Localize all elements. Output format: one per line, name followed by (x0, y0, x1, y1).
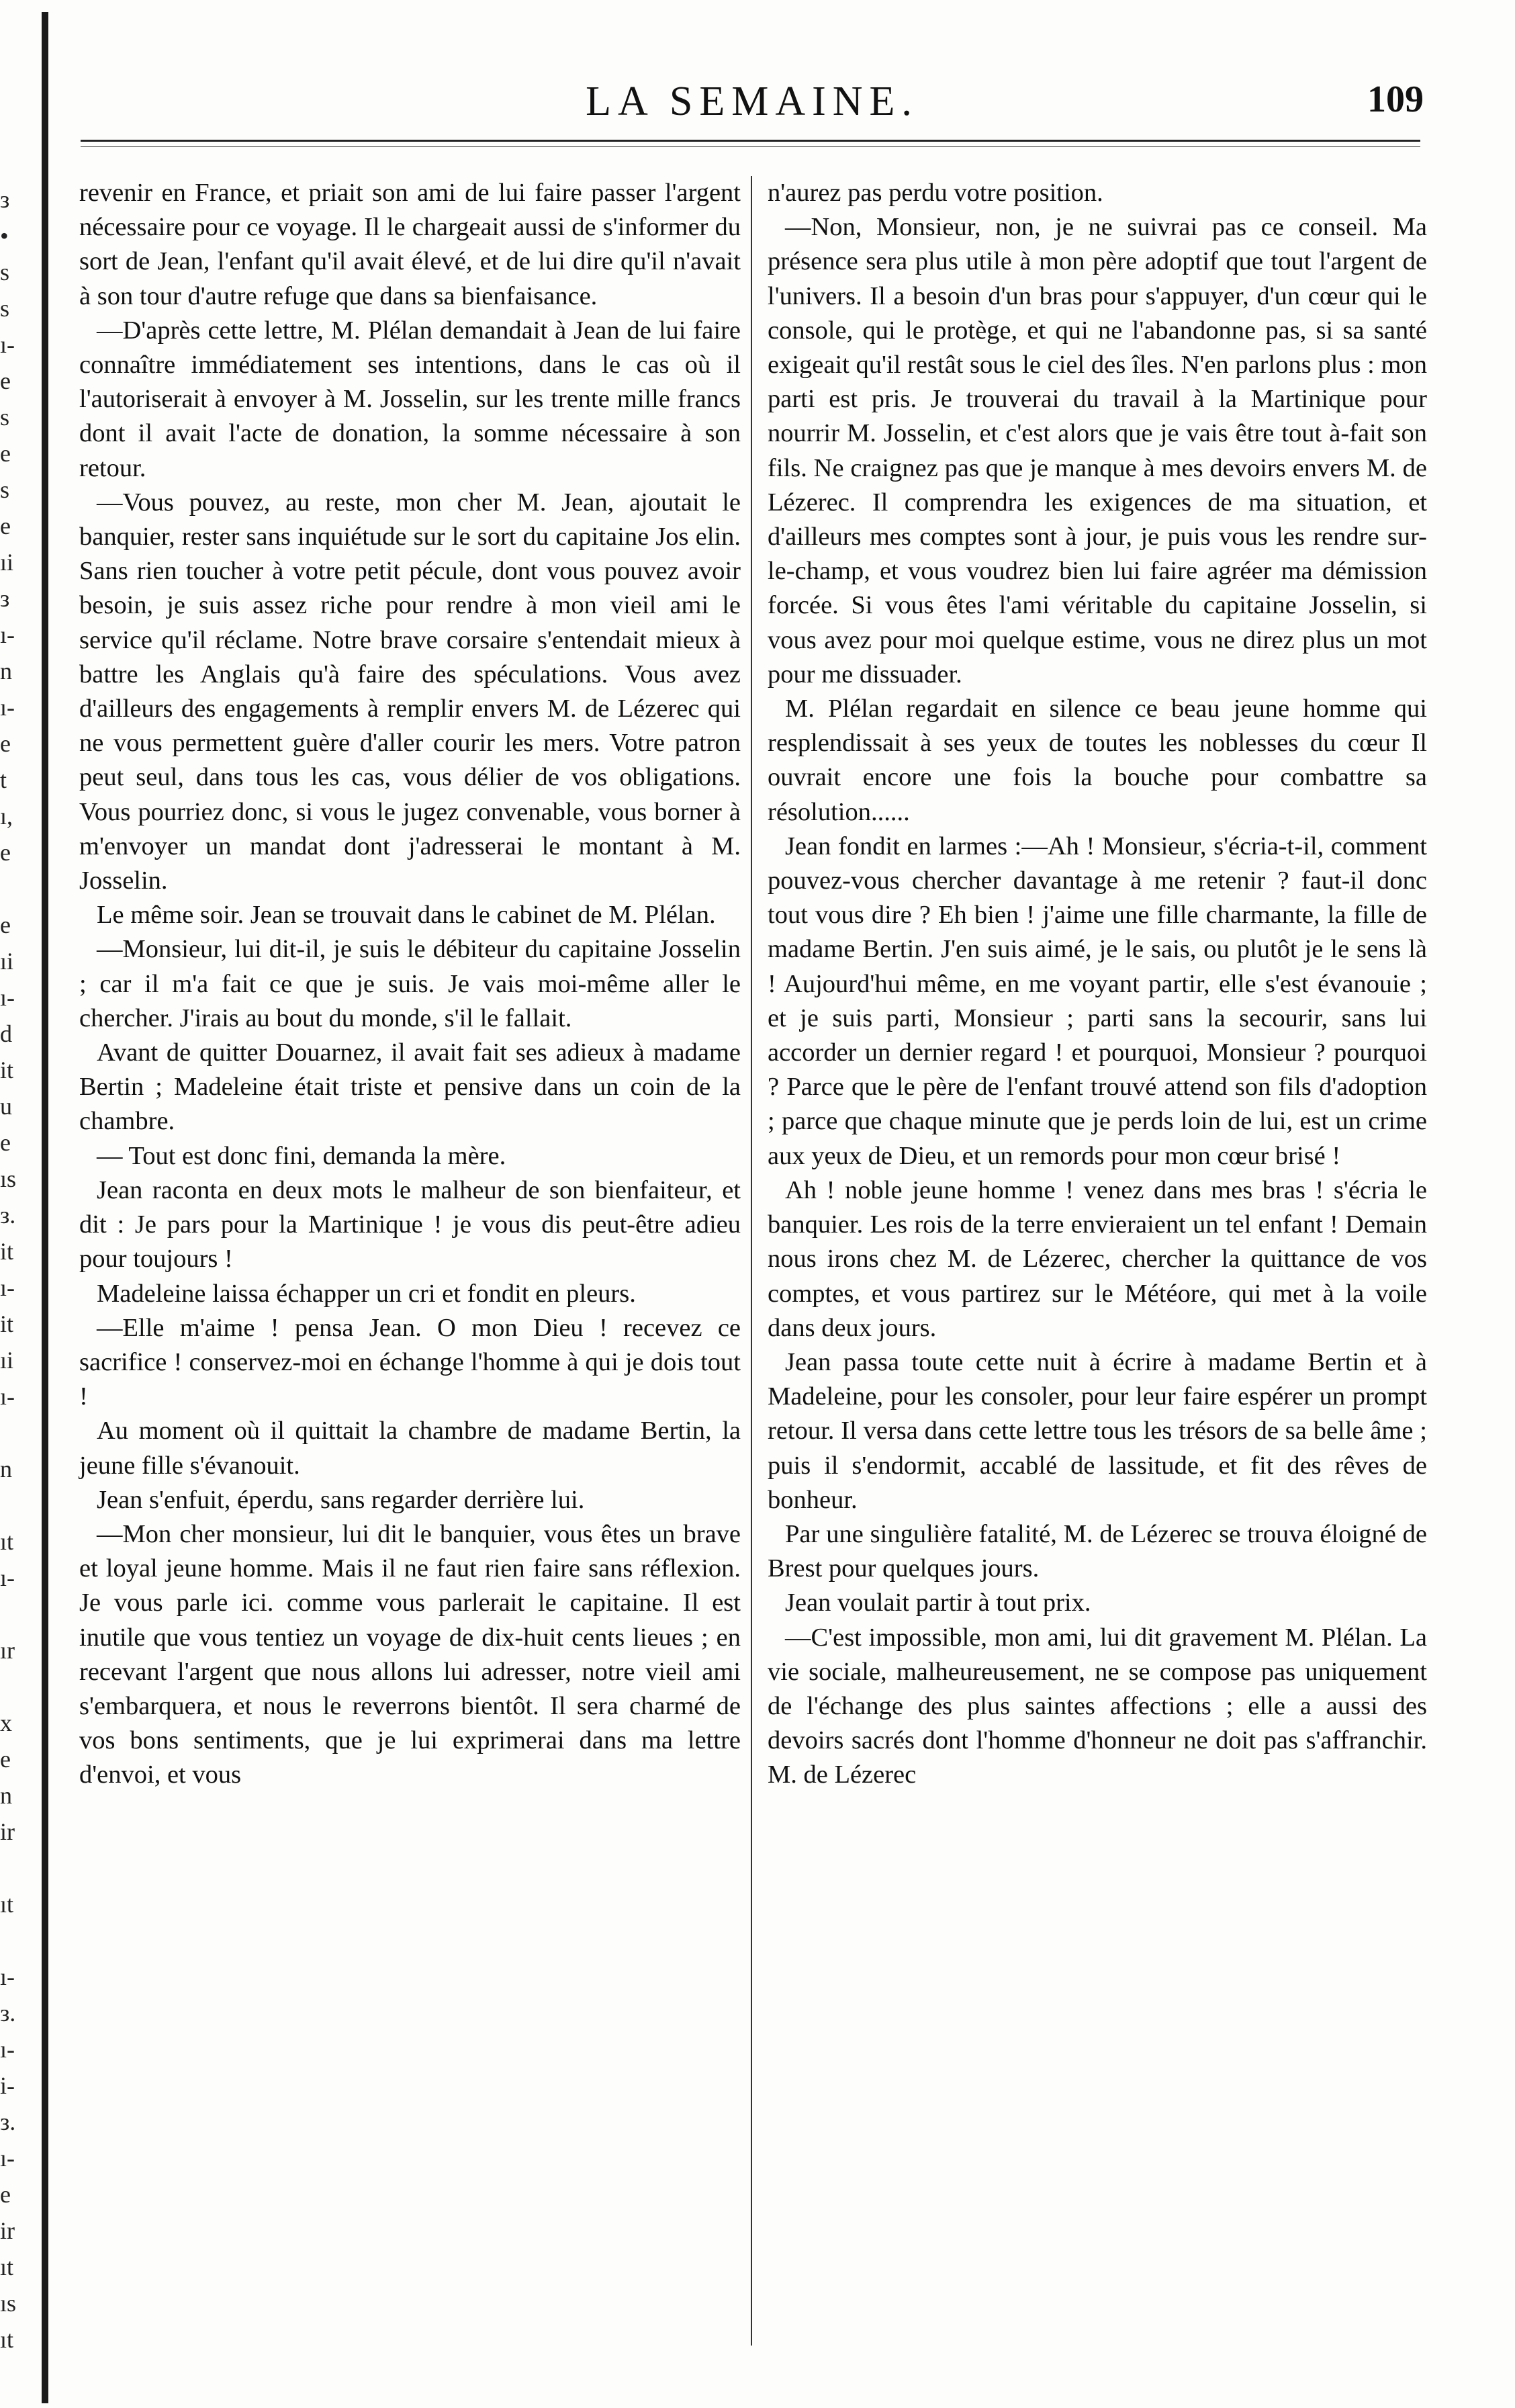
bleed-glyph: e (0, 911, 11, 938)
bleed-glyph: ı, (0, 803, 13, 830)
bleed-glyph (0, 1668, 27, 1705)
right-column (768, 176, 1427, 1793)
bleed-glyph: з. (0, 2108, 16, 2135)
bleed-glyph: s (0, 259, 10, 285)
bleed-glyph: it (0, 1057, 14, 1083)
paragraph: —Mon cher monsieur, lui dit le banquier, vous êtes un brave et loyal jeune homme. Mais il ne faut rien faire sans réflexion. Je vous parle ici. comme vous parlerait le capitaine. Il est inutile que vous tentiez un voyage de dix-huit cents lieues ; en recevant l'argent que nous allons lui adresser, notre vieil ami s'embarquera, et nous le reverrons bientôt. Il sera charmé de vos bons sentiments, que je lui exprimerai dans ma lettre d'envoi, et vous (79, 1519, 741, 1789)
bleed-glyph: ır (0, 1637, 15, 1664)
bleed-glyph: з (0, 585, 10, 612)
bleed-glyph: d (0, 1020, 12, 1047)
paragraph: Jean raconta en deux mots le malheur de son bienfaiteur, et dit : Je pars pour la Martinique ! je vous dis peut-être adieu pour toujours ! (79, 1175, 741, 1274)
bleed-glyph: ıi (0, 948, 14, 975)
bleed-glyph: n (0, 1456, 12, 1482)
bleed-glyph: ıi (0, 549, 14, 576)
bleed-glyph (0, 1922, 27, 1959)
paragraph: Ah ! noble jeune homme ! venez dans mes bras ! s'écria le banquier. Les rois de la terre envieraient un tel enfant ! Demain nous irons chez M. de Lézerec, chercher la quittance de vos comptes, et vous partirez sur le Météore, qui met à la voile dans deux jours. (768, 1175, 1427, 1342)
bleed-glyph: ı- (0, 1564, 15, 1591)
bleed-glyph: it (0, 1310, 14, 1337)
bleed-glyph: ıt (0, 2254, 14, 2280)
bleed-glyph: e (0, 2181, 11, 2208)
paragraph: —Vous pouvez, au reste, mon cher M. Jean, ajoutait le banquier, rester sans inquiétude sur le sort du capitaine Jos elin. Sans rien toucher à votre petit pécule, dont vous pouvez avoir besoin, je suis assez riche pour rendre à mon vieil ami le service qu'il réclame. Notre brave corsaire s'entendait mieux à battre les Anglais qu'à faire des spéculations. Vous avez d'ailleurs des engagements à remplir envers M. de Lézerec qui ne vous permettent guère d'aller courir les mers. Votre patron peut seul, dans tous les cas, vous délier de vos obligations. Vous pourriez donc, si vous le jugez convenable, vous borner à m'envoyer un mandat dont j'adresserai le montant à M. Josselin. (79, 488, 741, 895)
paragraph: Madeleine laissa échapper un cri et fondit en pleurs. (97, 1279, 636, 1308)
bleed-glyph: з (0, 186, 10, 213)
paragraph: —D'après cette lettre, M. Plélan demandait à Jean de lui faire connaître immédiatement ses intentions, dans le cas où il l'autoriserait à envoyer à M. Josselin, sur les trente mille francs dont il avait l'acte de donation, la somme nécessaire à son retour. (79, 316, 741, 482)
bleed-glyph: e (0, 440, 11, 467)
bleed-glyph: e (0, 1129, 11, 1156)
margin-bleed-through (0, 181, 27, 2353)
bleed-glyph: ıt (0, 2326, 14, 2353)
bleed-glyph: s (0, 476, 10, 503)
paragraph: Avant de quitter Douarnez, il avait fait ses adieux à madame Bertin ; Madeleine était triste et pensive dans un coin de la chambre. (79, 1038, 741, 1136)
paragraph: M. Plélan regardait en silence ce beau jeune homme qui resplendissait à ses yeux de toutes les noblesses du cœur Il ouvrait encore une fois la bouche pour combattre sa résolution...... (768, 695, 1427, 826)
paragraph: Par une singulière fatalité, M. de Lézerec se trouva éloigné de Brest pour quelques jours. (768, 1519, 1427, 1583)
left-column (79, 176, 741, 1793)
journal-title: LA SEMAINE. (586, 79, 919, 124)
bleed-glyph: s (0, 295, 10, 322)
paragraph: revenir en France, et priait son ami de lui faire passer l'argent nécessaire pour ce voyage. Il le chargeait aussi de s'informer du sort de Jean, l'enfant qu'il avait élevé, et de lui dire qu'il n'avait à son tour d'autre refuge que dans sa bienfaisance. (79, 179, 741, 310)
binding-edge (42, 12, 48, 2403)
bleed-glyph: з. (0, 1202, 16, 1229)
header-rule-thin (81, 146, 1420, 147)
bleed-glyph: u (0, 1093, 12, 1120)
bleed-glyph: ı- (0, 621, 15, 648)
bleed-glyph: ıt (0, 1528, 14, 1555)
paragraph: —Monsieur, lui dit-il, je suis le débiteur du capitaine Josselin ; car il m'a fait ce que je suis. Je vais moi-même aller le chercher. J'irais au bout du monde, s'il le fallait. (79, 935, 741, 1032)
paragraph: Jean passa toute cette nuit à écrire à madame Bertin et à Madeleine, pour les consoler, pour leur faire espérer un prompt retour. Il versa dans cette lettre tous les trésors de sa belle âme ; puis il s'endormit, accablé de lassitude, et fit des rêves de bonheur. (768, 1347, 1427, 1514)
page-number: 109 (1367, 79, 1424, 120)
paragraph: Jean s'enfuit, éperdu, sans regarder derrière lui. (97, 1485, 585, 1514)
bleed-glyph: n (0, 658, 12, 684)
header-rule-thick (81, 140, 1420, 142)
bleed-glyph: e (0, 730, 11, 757)
bleed-glyph: ı- (0, 1383, 15, 1410)
paragraph: — Tout est donc fini, demanda la mère. (97, 1141, 506, 1170)
bleed-glyph: з. (0, 2000, 16, 2026)
bleed-glyph: n (0, 1782, 12, 1809)
paragraph: —C'est impossible, mon ami, lui dit gravement M. Plélan. La vie sociale, malheureusement, ne se compose pas uniquement de l'échange des plus saintes affections ; elle a aussi des devoirs sacrés dont l'homme d'honneur ne doit pas s'affranchir. M. de Lézerec (768, 1623, 1427, 1789)
bleed-glyph: s (0, 404, 10, 431)
bleed-glyph: ir (0, 1818, 15, 1845)
bleed-glyph: e (0, 839, 11, 866)
bleed-glyph: ı- (0, 1274, 15, 1301)
bleed-glyph (0, 871, 27, 907)
bleed-glyph: ıt (0, 1891, 14, 1918)
bleed-glyph: i- (0, 2072, 15, 2099)
bleed-glyph: ı- (0, 2036, 15, 2063)
paragraph: —Elle m'aime ! pensa Jean. O mon Dieu ! recevez ce sacrifice ! conservez-moi en échange l'homme à qui je dois tout ! (79, 1313, 741, 1411)
column-separator (751, 176, 752, 2346)
bleed-glyph (0, 1596, 27, 1632)
bleed-glyph: it (0, 1238, 14, 1265)
running-header (81, 74, 1424, 134)
bleed-glyph: ı- (0, 984, 15, 1011)
paragraph: —Non, Monsieur, non, je ne suivrai pas ce conseil. Ma présence sera plus utile à mon père adoptif que tout l'argent de l'univers. Il a besoin d'un bras pour s'appuyer, d'un cœur qui le console, qui le protège, et qui ne l'abandonne pas, si sa santé exigeait qu'il restât sous le ciel des îles. N'en parlons plus : mon parti est pris. Je trouverai du travail à la Martinique pour nourrir M. Josselin, et c'est alors que je vais être tout à-fait son fils. Ne craignez pas que je manque à mes devoirs envers M. de Lézerec. Il comprendra les exigences de ma situation, et d'ailleurs mes comptes sont à jour, je puis vous les rendre sur-le-champ, et vous voudrez bien lui faire agréer ma démission forcée. Si vous êtes l'ami véritable du capitaine Josselin, si vous avez pour moi quelque estime, vous ne direz plus un mot pour me dissuader. (768, 213, 1427, 688)
paragraph: Jean voulait partir à tout prix. (785, 1589, 1091, 1617)
bleed-glyph (0, 1415, 27, 1451)
bleed-glyph: ı- (0, 694, 15, 721)
bleed-glyph: ıi (0, 1347, 14, 1374)
bleed-glyph: ıs (0, 1165, 17, 1192)
bleed-glyph: ı- (0, 1963, 15, 1990)
paragraph: Jean fondit en larmes :—Ah ! Monsieur, s'écria-t-il, comment pouvez-vous chercher davantage à me retenir ? faut-il donc tout vous dire ? Eh bien ! j'aime une fille charmante, la fille de madame Bertin. J'en suis aimé, je le sais, ou plutôt je le sens là ! Aujourd'hui même, en me voyant partir, elle s'est évanouie ; et je suis parti, Monsieur ; parti sans la secourir, sans lui accorder un dernier regard ! et pourquoi, Monsieur ? pourquoi ? Parce que le père de l'enfant trouvé attend son fils d'adoption ; parce que chaque minute que je perds loin de lui, est un crime aux yeux de Dieu, et un remords pour mon cœur brisé ! (768, 832, 1427, 1170)
paragraph: Le même soir. Jean se trouvait dans le cabinet de M. Plélan. (97, 901, 716, 930)
bleed-glyph (0, 1850, 27, 1886)
bleed-glyph: x (0, 1709, 12, 1736)
bleed-glyph: e (0, 512, 11, 539)
bleed-glyph (0, 1487, 27, 1523)
bleed-glyph: ı- (0, 2145, 15, 2172)
bleed-glyph: t (0, 766, 7, 793)
bleed-glyph: ı- (0, 331, 15, 358)
bleed-glyph: ir (0, 2217, 15, 2244)
bleed-glyph: • (0, 222, 9, 249)
paragraph: n'aurez pas perdu votre position. (768, 179, 1103, 207)
bleed-glyph: ıs (0, 2290, 17, 2317)
paragraph: Au moment où il quittait la chambre de madame Bertin, la jeune fille s'évanouit. (79, 1417, 741, 1480)
bleed-glyph: e (0, 367, 11, 394)
bleed-glyph: e (0, 1746, 11, 1773)
